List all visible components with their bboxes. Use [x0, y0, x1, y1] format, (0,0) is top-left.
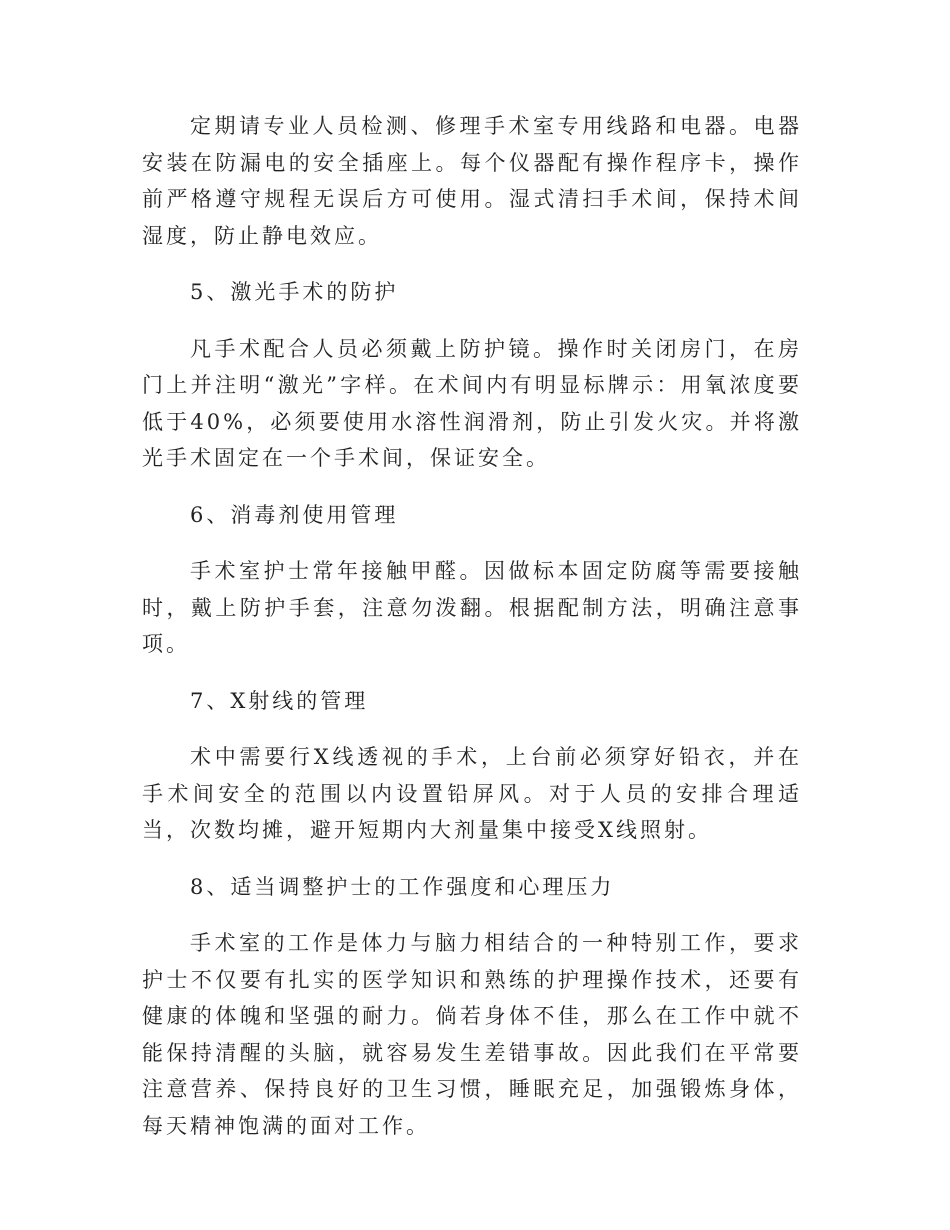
paragraph-xray: 术中需要行X线透视的手术，上台前必须穿好铅衣，并在手术间安全的范围以内设置铅屏风。对于人员的安排合理适当，次数均摊，避开短期内大剂量集中接受X线照射。: [142, 745, 802, 842]
paragraph-laser-protection: 凡手术配合人员必须戴上防护镜。操作时关闭房门，在房门上并注明“激光”字样。在术间内有明显标牌示：用氧浓度要低于40%，必须要使用水溶性润滑剂，防止引发火灾。并将激光手术固定在一个手术间，保证安全。: [142, 336, 802, 470]
document-body: [142, 108, 802, 1164]
section-heading-xray: 7、X射线的管理: [190, 688, 369, 713]
paragraph-workload: 手术室的工作是体力与脑力相结合的一种特别工作，要求护士不仅要有扎实的医学知识和熟练的护理操作技术，还要有健康的体魄和坚强的耐力。倘若身体不佳，那么在工作中就不能保持清醒的头脑，就容易发生差错事故。因此我们在平常要注意营养、保持良好的卫生习惯，睡眠充足，加强锻炼身体，每天精神饱满的面对工作。: [142, 931, 802, 1138]
paragraph-disinfectant: 手术室护士常年接触甲醛。因做标本固定防腐等需要接触时，戴上防护手套，注意勿泼翻。根据配制方法，明确注意事项。: [142, 559, 802, 656]
paragraph-electrical-safety: 定期请专业人员检测、修理手术室专用线路和电器。电器安装在防漏电的安全插座上。每个仪器配有操作程序卡，操作前严格遵守规程无误后方可使用。湿式清扫手术间，保持术间湿度，防止静电效应。: [142, 114, 802, 248]
section-heading-disinfectant: 6、消毒剂使用管理: [190, 502, 399, 527]
section-heading-workload: 8、适当调整护士的工作强度和心理压力: [190, 874, 615, 899]
section-heading-laser: 5、激光手术的防护: [190, 280, 399, 304]
